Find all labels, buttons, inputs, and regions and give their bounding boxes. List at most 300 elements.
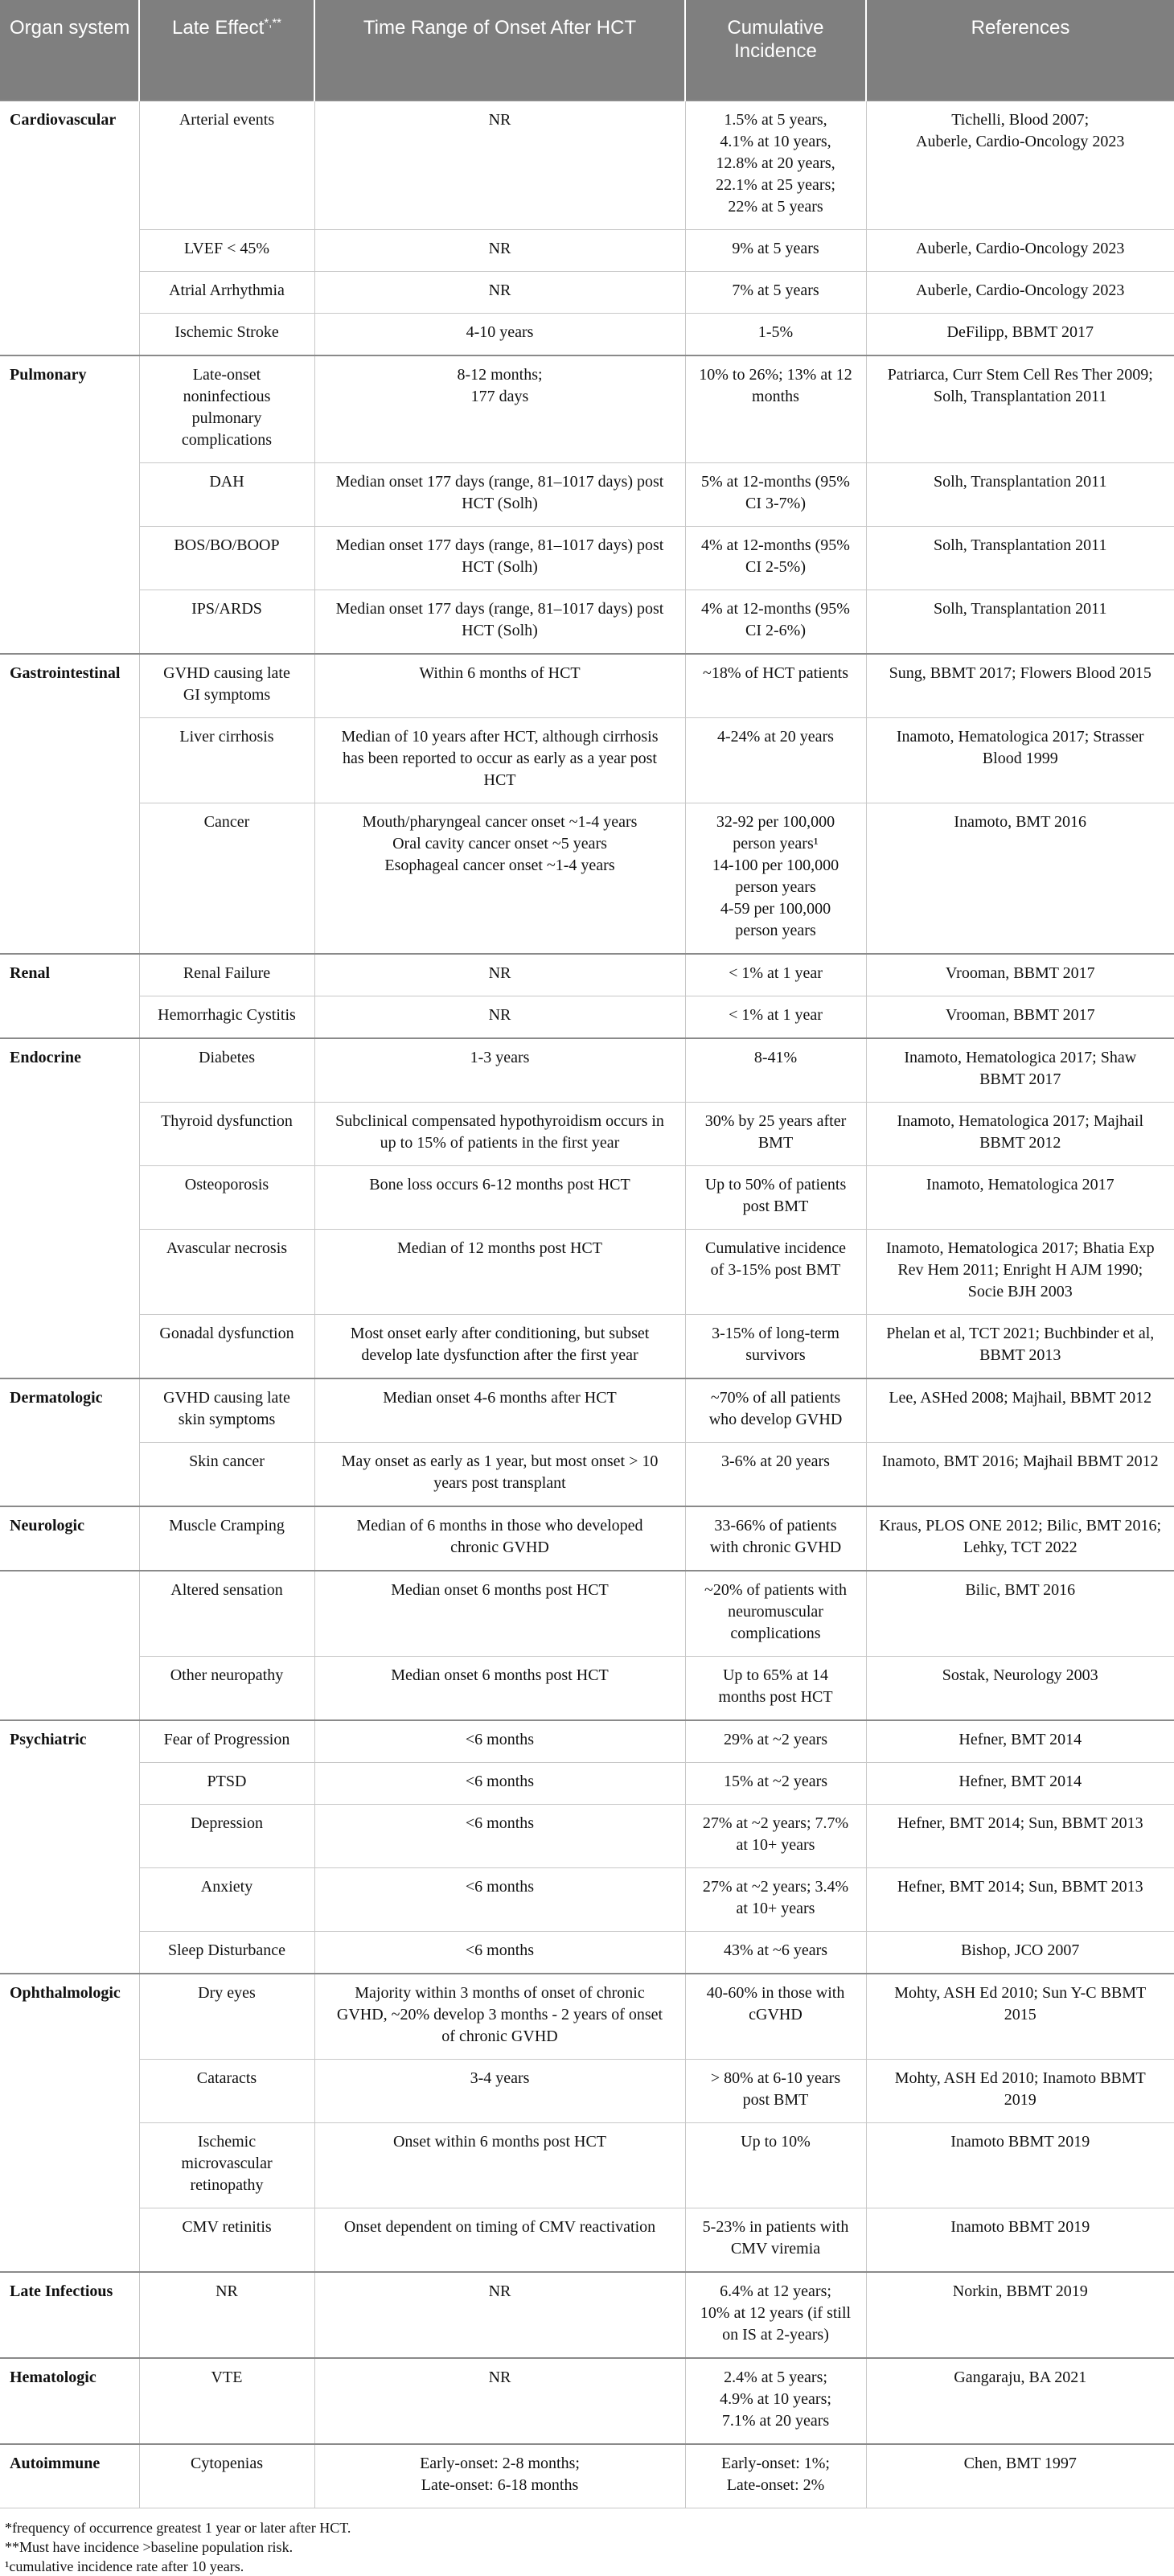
cumulative-incidence-cell-line: 14-100 per 100,000 [712, 857, 839, 874]
references-cell [866, 1038, 1174, 1103]
time-range-cell-line: 177 days [470, 388, 529, 405]
references-cell-line: 2019 [1004, 2091, 1036, 2109]
late-effect-cell-line: Cataracts [196, 2069, 257, 2087]
references-cell-line: BBMT 2012 [979, 1134, 1061, 1152]
time-range-cell [314, 1932, 685, 1974]
table-row [0, 1657, 1174, 1721]
time-range-cell-line: Majority within 3 months of onset of chronic [355, 1984, 645, 2002]
cumulative-incidence-cell-line: at 10+ years [736, 1900, 815, 1917]
cumulative-incidence-cell [685, 1230, 866, 1315]
time-range-cell-line: Onset dependent on timing of CMV reactivation [343, 2218, 656, 2236]
cumulative-incidence-cell [685, 230, 866, 272]
time-range-cell [314, 1230, 685, 1315]
time-range-cell-line: Median onset 6 months post HCT [391, 1581, 609, 1599]
late-effect-cell [139, 1378, 314, 1443]
late-effect-cell-line: NR [216, 2282, 238, 2300]
references-cell [866, 2060, 1174, 2123]
table-row [0, 1443, 1174, 1507]
time-range-cell-line: Late-onset: 6-18 months [421, 2476, 579, 2494]
time-range-cell-line: Onset within 6 months post HCT [392, 2133, 606, 2151]
time-range-cell [314, 1974, 685, 2060]
time-range-cell-line: 8-12 months; [457, 366, 543, 384]
cumulative-incidence-cell-line: 9% at 5 years [732, 240, 819, 257]
references-cell [866, 1868, 1174, 1932]
references-cell-line: Blood 1999 [982, 750, 1058, 767]
references-cell-line: Gangaraju, BA 2021 [954, 2369, 1087, 2386]
references-cell [866, 2272, 1174, 2358]
time-range-cell [314, 590, 685, 655]
late-effect-cell-line: Liver cirrhosis [179, 728, 274, 746]
references-cell-line: Inamoto, BMT 2016 [954, 813, 1087, 831]
organ-system-cell: Renal [0, 954, 139, 1038]
late-effect-cell-line: Ischemic Stroke [174, 323, 279, 341]
references-cell-line: Socie BJH 2003 [967, 1283, 1073, 1300]
references-cell-line: Inamoto BBMT 2019 [950, 2218, 1090, 2236]
references-cell [866, 527, 1174, 590]
cumulative-incidence-cell-line: 1-5% [757, 323, 794, 341]
table-row [0, 1763, 1174, 1805]
cumulative-incidence-cell [685, 590, 866, 655]
time-range-cell-line: GVHD, ~20% develop 3 months - 2 years of onset [336, 2006, 663, 2023]
late-effect-cell [139, 803, 314, 955]
cumulative-incidence-cell [685, 2060, 866, 2123]
cumulative-incidence-cell-line: 3-15% of long-term [712, 1325, 839, 1342]
header-organ-system: Organ system [0, 0, 139, 101]
late-effect-cell [139, 2123, 314, 2208]
table-row [0, 996, 1174, 1039]
time-range-cell [314, 1038, 685, 1103]
late-effect-cell [139, 463, 314, 527]
time-range-cell-line: NR [488, 1006, 511, 1024]
cumulative-incidence-cell-line: BMT [757, 1134, 794, 1152]
cumulative-incidence-cell [685, 954, 866, 996]
cumulative-incidence-cell-line: 1.5% at 5 years, [724, 111, 827, 129]
references-cell [866, 803, 1174, 955]
table-row [0, 954, 1174, 996]
time-range-cell-line: Most onset early after conditioning, but subset [350, 1325, 650, 1342]
references-cell [866, 590, 1174, 655]
time-range-cell [314, 654, 685, 718]
time-range-cell-line: NR [488, 281, 511, 299]
table-row [0, 463, 1174, 527]
references-cell-line: Auberle, Cardio-Oncology 2023 [916, 133, 1125, 150]
time-range-cell-line: has been reported to occur as early as a year post [343, 750, 657, 767]
late-effect-cell-line: Fear of Progression [163, 1731, 290, 1748]
late-effect-cell-line: Osteoporosis [184, 1176, 269, 1194]
references-cell [866, 1805, 1174, 1868]
time-range-cell-line: 1-3 years [470, 1049, 530, 1066]
late-effect-cell-line: microvascular [181, 2155, 273, 2172]
references-cell [866, 1506, 1174, 1571]
time-range-cell [314, 1166, 685, 1230]
references-cell [866, 996, 1174, 1039]
time-range-cell [314, 101, 685, 230]
late-effect-cell-line: Gonadal dysfunction [159, 1325, 294, 1342]
time-range-cell [314, 1805, 685, 1868]
cumulative-incidence-cell [685, 2208, 866, 2273]
table-row [0, 1720, 1174, 1763]
cumulative-incidence-cell-line: CI 2-6%) [745, 622, 806, 639]
late-effect-cell-line: Depression [191, 1814, 263, 1832]
cumulative-incidence-cell-line: 15% at ~2 years [723, 1773, 828, 1790]
references-cell [866, 2208, 1174, 2273]
cumulative-incidence-cell-line: 5% at 12-months (95% [701, 473, 850, 491]
time-range-cell-line: Median of 6 months in those who developed [356, 1517, 643, 1535]
cumulative-incidence-cell [685, 527, 866, 590]
references-cell-line: Hefner, BMT 2014; Sun, BBMT 2013 [897, 1878, 1143, 1896]
cumulative-incidence-cell-line: on IS at 2-years) [722, 2326, 829, 2344]
table-row [0, 2272, 1174, 2358]
cumulative-incidence-cell [685, 2123, 866, 2208]
cumulative-incidence-cell-line: 32-92 per 100,000 [716, 813, 835, 831]
references-cell-line: Mohty, ASH Ed 2010; Inamoto BBMT [894, 2069, 1146, 2087]
cumulative-incidence-cell [685, 1443, 866, 1507]
header-cumulative-incidence: Cumulative Incidence [685, 0, 866, 101]
time-range-cell-line: Esophageal cancer onset ~1-4 years [384, 857, 615, 874]
time-range-cell [314, 355, 685, 463]
table-row [0, 2208, 1174, 2273]
references-cell [866, 101, 1174, 230]
references-cell-line: Solh, Transplantation 2011 [934, 388, 1107, 405]
late-effect-cell-line: complications [181, 431, 273, 449]
cumulative-incidence-cell [685, 2272, 866, 2358]
organ-system-cell: Autoimmune [0, 2444, 139, 2508]
time-range-cell-line: Oral cavity cancer onset ~5 years [392, 835, 607, 853]
cumulative-incidence-cell-line: 4% at 12-months (95% [701, 600, 850, 618]
references-cell-line: BBMT 2017 [979, 1070, 1061, 1088]
references-cell-line: Bishop, JCO 2007 [961, 1941, 1080, 1959]
time-range-cell-line: NR [488, 111, 511, 129]
cumulative-incidence-cell [685, 1657, 866, 1721]
references-cell [866, 1166, 1174, 1230]
time-range-cell [314, 1571, 685, 1657]
table-row [0, 1974, 1174, 2060]
late-effect-cell-line: Thyroid dysfunction [161, 1112, 293, 1130]
cumulative-incidence-cell-line: 40-60% in those with [706, 1984, 845, 2002]
references-cell-line: Lee, ASHed 2008; Majhail, BBMT 2012 [889, 1389, 1152, 1407]
time-range-cell [314, 2208, 685, 2273]
late-effect-cell [139, 2358, 314, 2444]
late-effect-cell [139, 2208, 314, 2273]
references-cell [866, 2123, 1174, 2208]
time-range-cell-line: NR [488, 240, 511, 257]
cumulative-incidence-cell [685, 1763, 866, 1805]
references-cell [866, 1103, 1174, 1166]
references-cell-line: Inamoto BBMT 2019 [950, 2133, 1090, 2151]
late-effect-cell [139, 954, 314, 996]
cumulative-incidence-cell-line: Up to 50% of patients [704, 1176, 847, 1194]
cumulative-incidence-cell [685, 463, 866, 527]
cumulative-incidence-cell-line: 8-41% [753, 1049, 798, 1066]
late-effect-cell-line: GVHD causing late [163, 664, 290, 682]
table-row [0, 314, 1174, 356]
time-range-cell-line: HCT [483, 771, 516, 789]
cumulative-incidence-cell-line: ~18% of HCT patients [703, 664, 848, 682]
organ-system-cell: Endocrine [0, 1038, 139, 1378]
late-effect-cell [139, 355, 314, 463]
time-range-cell [314, 1763, 685, 1805]
references-cell-line: Inamoto, Hematologica 2017; Bhatia Exp [885, 1239, 1155, 1257]
table-row [0, 1315, 1174, 1379]
header-row [0, 0, 1174, 101]
cumulative-incidence-cell-line: survivors [745, 1346, 806, 1364]
references-cell-line: Bilic, BMT 2016 [965, 1581, 1076, 1599]
cumulative-incidence-cell [685, 314, 866, 356]
cumulative-incidence-cell-line: Up to 65% at 14 [722, 1666, 829, 1684]
cumulative-incidence-cell-line: < 1% at 1 year [729, 964, 823, 982]
time-range-cell [314, 2444, 685, 2508]
references-cell-line: Solh, Transplantation 2011 [934, 473, 1107, 491]
late-effect-cell [139, 718, 314, 803]
references-cell-line: Vrooman, BBMT 2017 [945, 1006, 1095, 1024]
table-row [0, 1103, 1174, 1166]
cumulative-incidence-cell [685, 272, 866, 314]
table-row [0, 2358, 1174, 2444]
references-cell-line: Hefner, BMT 2014 [958, 1773, 1082, 1790]
time-range-cell-line: Within 6 months of HCT [419, 664, 581, 682]
cumulative-incidence-cell-line: with chronic GVHD [709, 1539, 842, 1556]
cumulative-incidence-cell-line: Early-onset: 1%; [721, 2455, 830, 2472]
footnote: **Must have incidence >baseline population risk. [5, 2539, 294, 2555]
cumulative-incidence-cell [685, 1720, 866, 1763]
footnote: ¹cumulative incidence rate after 10 years. [5, 2558, 244, 2574]
time-range-cell-line: Median onset 6 months post HCT [391, 1666, 609, 1684]
late-effect-cell [139, 2444, 314, 2508]
cumulative-incidence-cell-line: person years [735, 922, 816, 939]
references-cell [866, 355, 1174, 463]
late-effect-cell [139, 1038, 314, 1103]
late-effect-cell-line: Renal Failure [183, 964, 271, 982]
references-cell-line: Tichelli, Blood 2007; [951, 111, 1090, 129]
cumulative-incidence-cell-line: neuromuscular [728, 1603, 823, 1621]
time-range-cell [314, 2358, 685, 2444]
organ-system-cell: Neurologic [0, 1506, 139, 1571]
cumulative-incidence-cell [685, 1506, 866, 1571]
time-range-cell-line: 3-4 years [470, 2069, 530, 2087]
late-effect-cell-line: IPS/ARDS [191, 600, 262, 618]
late-effect-cell-line: Hemorrhagic Cystitis [158, 1006, 296, 1024]
organ-system-cell: Cardiovascular [0, 101, 139, 355]
cumulative-incidence-cell-line: 7% at 5 years [732, 281, 819, 299]
references-cell [866, 1974, 1174, 2060]
late-effect-cell-line: Cancer [203, 813, 250, 831]
cumulative-incidence-cell-line: 27% at ~2 years; 7.7% [702, 1814, 849, 1832]
late-effect-cell [139, 1230, 314, 1315]
table-row [0, 355, 1174, 463]
table-row [0, 718, 1174, 803]
cumulative-incidence-cell-line: 12.8% at 20 years, [716, 154, 835, 172]
table-row [0, 2123, 1174, 2208]
footnote: *frequency of occurrence greatest 1 year or later after HCT. [5, 2520, 351, 2536]
late-effect-cell [139, 1805, 314, 1868]
table-row [0, 272, 1174, 314]
cumulative-incidence-cell [685, 1378, 866, 1443]
time-range-cell-line: up to 15% of patients in the first year [380, 1134, 620, 1152]
references-cell [866, 954, 1174, 996]
late-effect-cell [139, 1763, 314, 1805]
references-cell-line: DeFilipp, BBMT 2017 [946, 323, 1094, 341]
cumulative-incidence-cell-line: > 80% at 6-10 years [710, 2069, 841, 2087]
cumulative-incidence-cell [685, 1038, 866, 1103]
time-range-cell-line: Mouth/pharyngeal cancer onset ~1-4 years [362, 813, 638, 831]
cumulative-incidence-cell [685, 1805, 866, 1868]
late-effect-cell [139, 590, 314, 655]
organ-system-cell: Dermatologic [0, 1378, 139, 1506]
late-effect-cell-line: Ischemic [197, 2133, 257, 2151]
cumulative-incidence-cell [685, 1103, 866, 1166]
cumulative-incidence-cell-line: CI 2-5%) [745, 558, 806, 576]
references-cell-line: Norkin, BBMT 2019 [952, 2282, 1088, 2300]
table-row [0, 1038, 1174, 1103]
organ-system-cell: Pulmonary [0, 355, 139, 654]
references-cell [866, 1571, 1174, 1657]
time-range-cell [314, 2123, 685, 2208]
time-range-cell [314, 527, 685, 590]
references-cell-line: Inamoto, Hematologica 2017; Majhail [897, 1112, 1144, 1130]
late-effect-cell [139, 230, 314, 272]
time-range-cell [314, 996, 685, 1039]
time-range-cell-line: Bone loss occurs 6-12 months post HCT [369, 1176, 630, 1194]
cumulative-incidence-cell [685, 803, 866, 955]
cumulative-incidence-cell-line: 22.1% at 25 years; [716, 176, 835, 194]
references-cell [866, 272, 1174, 314]
cumulative-incidence-cell [685, 1571, 866, 1657]
header-late-effect-label: Late Effect [172, 17, 265, 39]
late-effect-cell-line: CMV retinitis [182, 2218, 272, 2236]
late-effect-cell-line: Diabetes [199, 1049, 255, 1066]
cumulative-incidence-cell-line: ~20% of patients with [704, 1581, 847, 1599]
cumulative-incidence-cell-line: 4-59 per 100,000 [720, 900, 831, 918]
time-range-cell-line: <6 months [465, 1814, 535, 1832]
late-effect-cell [139, 272, 314, 314]
late-effect-cell-line: GI symptoms [183, 686, 271, 704]
table-row [0, 654, 1174, 718]
references-cell [866, 1763, 1174, 1805]
references-cell-line: Chen, BMT 1997 [963, 2455, 1077, 2472]
time-range-cell-line: Median onset 177 days (range, 81–1017 days) post [335, 473, 664, 491]
cumulative-incidence-cell-line: 10% to 26%; 13% at 12 [699, 366, 852, 384]
cumulative-incidence-cell-line: who develop GVHD [708, 1411, 843, 1428]
time-range-cell-line: NR [488, 2282, 511, 2300]
time-range-cell-line: HCT (Solh) [462, 495, 538, 512]
cumulative-incidence-cell-line: 4% at 12-months (95% [701, 536, 850, 554]
late-effect-cell-line: Late-onset [192, 366, 261, 384]
references-cell [866, 1932, 1174, 1974]
cumulative-incidence-cell-line: of 3-15% post BMT [710, 1261, 841, 1279]
cumulative-incidence-cell-line: at 10+ years [736, 1836, 815, 1854]
references-cell-line: Patriarca, Curr Stem Cell Res Ther 2009; [887, 366, 1153, 384]
references-cell [866, 2444, 1174, 2508]
late-effect-cell-line: retinopathy [190, 2176, 264, 2194]
late-effect-cell [139, 1720, 314, 1763]
cumulative-incidence-cell-line: 7.1% at 20 years [721, 2412, 830, 2430]
late-effect-cell [139, 314, 314, 356]
references-cell-line: Phelan et al, TCT 2021; Buchbinder et al, [886, 1325, 1155, 1342]
time-range-cell [314, 1868, 685, 1932]
cumulative-incidence-cell-line: person years¹ [733, 835, 819, 853]
cumulative-incidence-cell-line: 43% at ~6 years [723, 1941, 828, 1959]
cumulative-incidence-cell-line: person years [735, 878, 816, 896]
cumulative-incidence-cell-line: cGVHD [749, 2006, 803, 2023]
references-cell-line: Mohty, ASH Ed 2010; Sun Y-C BBMT [894, 1984, 1147, 2002]
time-range-cell-line: chronic GVHD [450, 1539, 549, 1556]
late-effect-cell-line: Skin cancer [189, 1452, 265, 1470]
table-row [0, 2444, 1174, 2508]
late-effect-cell-line: Dry eyes [198, 1984, 256, 2002]
late-effect-cell-line: Cytopenias [191, 2455, 263, 2472]
late-effect-cell-line: Muscle Cramping [169, 1517, 285, 1535]
cumulative-incidence-cell [685, 718, 866, 803]
late-effect-cell [139, 1103, 314, 1166]
references-cell-line: Kraus, PLOS ONE 2012; Bilic, BMT 2016; [879, 1517, 1162, 1535]
cumulative-incidence-cell-line: 2.4% at 5 years; [724, 2369, 827, 2386]
references-cell-line: Sung, BBMT 2017; Flowers Blood 2015 [889, 664, 1151, 682]
late-effect-cell [139, 2272, 314, 2358]
references-cell-line: Solh, Transplantation 2011 [934, 536, 1107, 554]
cumulative-incidence-cell-line: 22% at 5 years [728, 198, 823, 216]
time-range-cell [314, 1443, 685, 1507]
references-cell [866, 718, 1174, 803]
cumulative-incidence-cell-line: post BMT [742, 1198, 809, 1215]
late-effect-cell-line: Sleep Disturbance [167, 1941, 286, 1959]
time-range-cell [314, 954, 685, 996]
table-row [0, 1805, 1174, 1868]
late-effect-cell [139, 101, 314, 230]
organ-system-cell [0, 1571, 139, 1720]
references-cell [866, 230, 1174, 272]
organ-system-cell: Hematologic [0, 2358, 139, 2444]
header-references: References [866, 0, 1174, 101]
time-range-cell [314, 272, 685, 314]
cumulative-incidence-cell [685, 996, 866, 1039]
time-range-cell [314, 1315, 685, 1379]
time-range-cell [314, 803, 685, 955]
late-effect-cell-line: BOS/BO/BOOP [174, 536, 280, 554]
late-effect-cell [139, 1571, 314, 1657]
footnotes [0, 2508, 1174, 2576]
cumulative-incidence-cell [685, 1974, 866, 2060]
references-cell-line: Vrooman, BBMT 2017 [945, 964, 1095, 982]
late-effect-cell [139, 1657, 314, 1721]
table-row [0, 1506, 1174, 1571]
references-cell-line: Auberle, Cardio-Oncology 2023 [916, 281, 1125, 299]
time-range-cell [314, 1103, 685, 1166]
header-late-effect-footnote-mark: *,** [264, 16, 281, 30]
time-range-cell-line: of chronic GVHD [441, 2028, 558, 2045]
late-effect-cell [139, 654, 314, 718]
cumulative-incidence-cell-line: 5-23% in patients with [702, 2218, 849, 2236]
table-row [0, 1166, 1174, 1230]
time-range-cell-line: develop late dysfunction after the first year [361, 1346, 638, 1364]
time-range-cell-line: Median onset 177 days (range, 81–1017 days) post [335, 600, 664, 618]
references-cell [866, 1378, 1174, 1443]
late-effect-cell [139, 1506, 314, 1571]
table-row [0, 1932, 1174, 1974]
cumulative-incidence-cell-line: 3-6% at 20 years [721, 1452, 830, 1470]
time-range-cell [314, 1720, 685, 1763]
time-range-cell-line: 4-10 years [466, 323, 534, 341]
late-effect-cell-line: skin symptoms [178, 1411, 276, 1428]
cumulative-incidence-cell-line: 4.1% at 10 years, [720, 133, 831, 150]
late-effect-cell [139, 996, 314, 1039]
cumulative-incidence-cell-line: 27% at ~2 years; 3.4% [702, 1878, 849, 1896]
table-row [0, 1378, 1174, 1443]
cumulative-incidence-cell-line: < 1% at 1 year [729, 1006, 823, 1024]
time-range-cell-line: Median onset 177 days (range, 81–1017 days) post [335, 536, 664, 554]
late-effect-cell [139, 2060, 314, 2123]
cumulative-incidence-cell-line: complications [730, 1625, 821, 1642]
references-cell-line: Inamoto, Hematologica 2017; Strasser [896, 728, 1144, 746]
